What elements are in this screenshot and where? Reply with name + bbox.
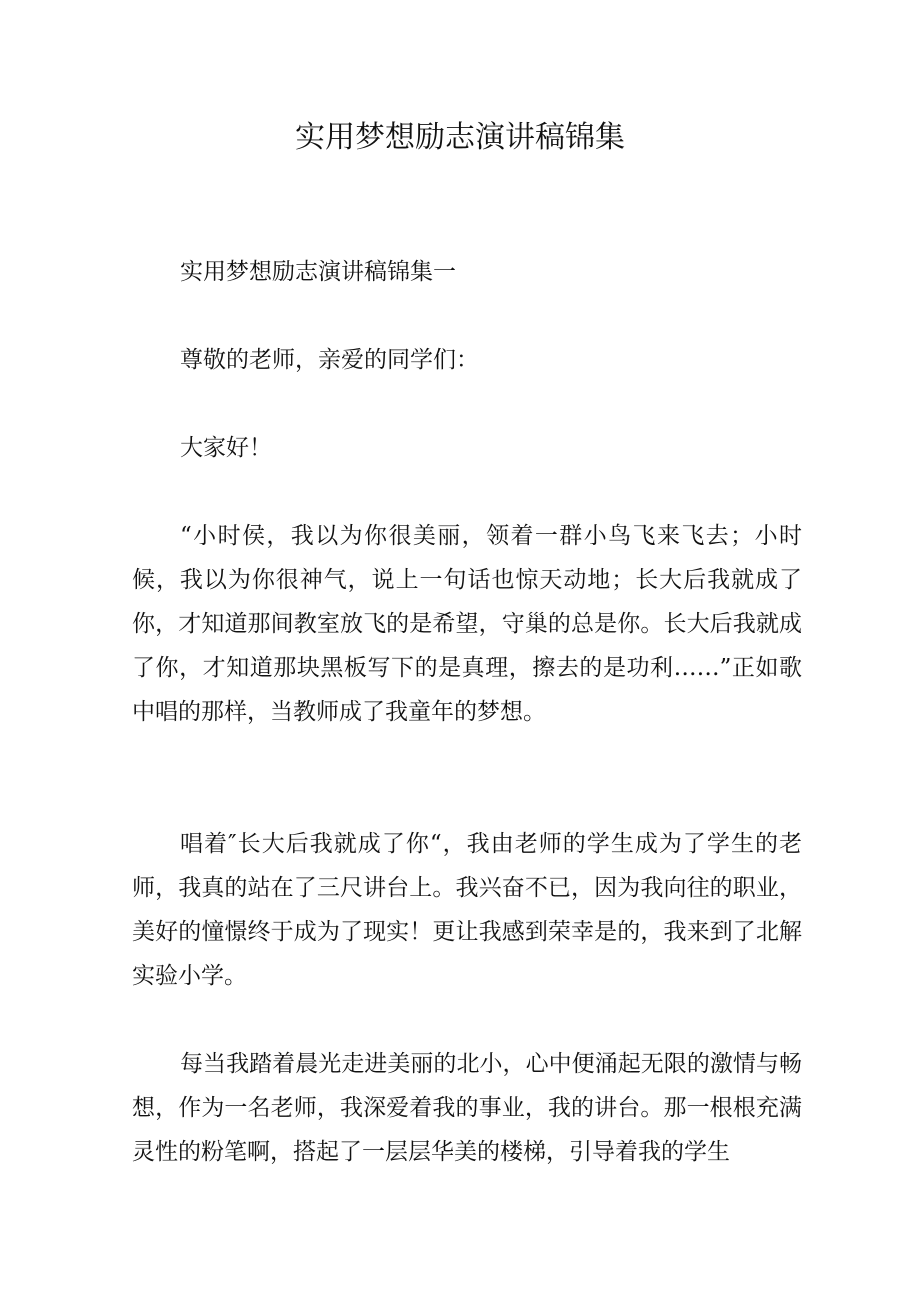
document-body	[132, 250, 802, 1174]
paragraph-song-quote: “小时侯，我以为你很美丽，领着一群小鸟飞来飞去；小时候，我以为你很神气，说上一句话也惊天动地；长大后我就成了你，才知道那间教室放飞的是希望，守巢的总是你。长大后我就成了你，才知道那块黑板写下的是真理，擦去的是功利……”正如歌中唱的那样，当教师成了我童年的梦想。	[132, 523, 802, 725]
paragraph-salutation: 尊敬的老师，亲爱的同学们：	[180, 347, 479, 373]
paragraph-greeting: 大家好！	[180, 435, 272, 461]
document-title: 实用梦想励志演讲稿锦集	[295, 120, 625, 155]
paragraph-became-teacher: 唱着″长大后我就成了你“，我由老师的学生成为了学生的老师，我真的站在了三尺讲台上。我兴奋不已，因为我向往的职业，美好的憧憬终于成为了现实！更让我感到荣幸是的，我来到了北解实验小学。	[132, 831, 802, 989]
paragraph-morning: 每当我踏着晨光走进美丽的北小，心中便涌起无限的激情与畅想，作为一名老师，我深爱着我的事业，我的讲台。那一根根充满灵性的粉笔啊，搭起了一层层华美的楼梯，引导着我的学生	[132, 1051, 802, 1165]
paragraph-heading: 实用梦想励志演讲稿锦集一	[180, 259, 456, 285]
